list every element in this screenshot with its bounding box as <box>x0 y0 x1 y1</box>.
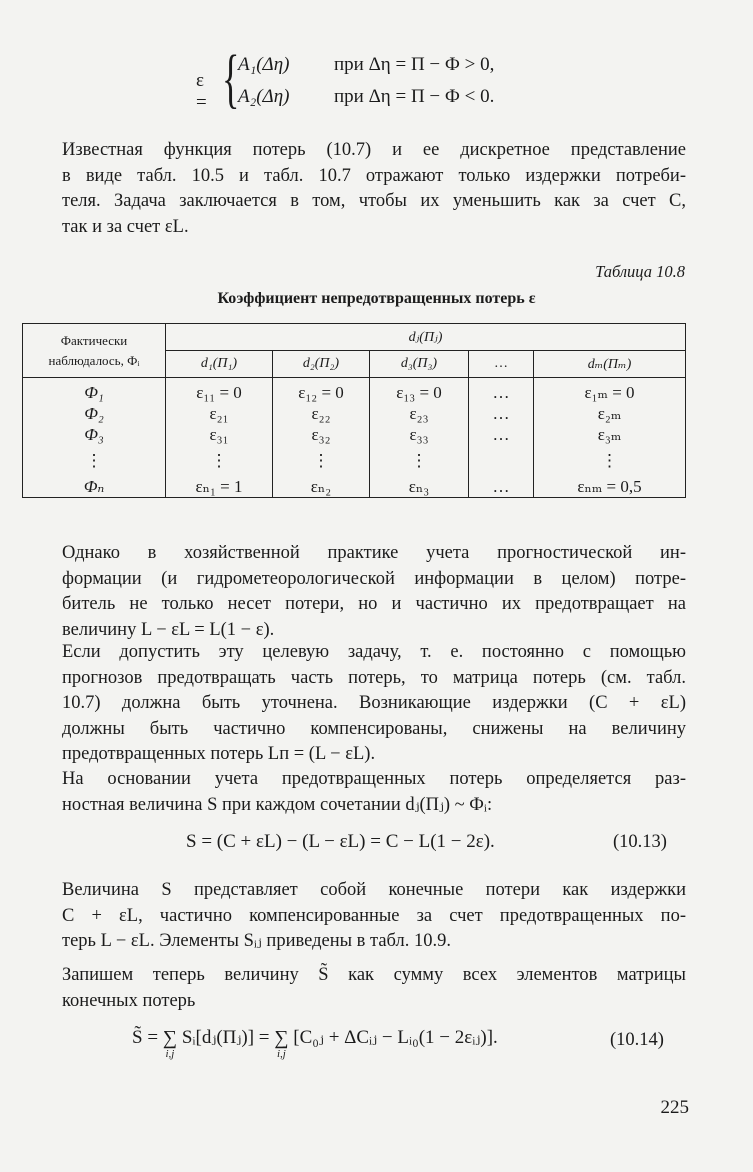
para2-line: формации (и гидрометеорологической информации в целом) потре- <box>62 568 686 589</box>
cell-value: … <box>492 425 510 445</box>
formula-row2-cond: при Δη = П − Ф < 0. <box>334 86 495 107</box>
cell-value: ε₂ₘ <box>597 404 622 424</box>
para1-line: в виде табл. 10.5 и табл. 10.7 отражают только издержки потреби- <box>62 165 686 186</box>
formula-lhs: ε = <box>196 70 207 113</box>
paragraph-4 <box>62 767 686 818</box>
para3-line: предотвращенных потерь Lп = (L − εL). <box>62 744 376 765</box>
para2-line: Однако в хозяйственной практике учета прогностической ин- <box>62 543 686 563</box>
left-brace: { <box>222 42 240 115</box>
para3-line: должны быть частично компенсированы, снижены на величину <box>62 718 686 739</box>
eq1014-term1: Sᵢ[dⱼ(Пⱼ)] = <box>181 1027 270 1048</box>
cell-value: ε₃ₘ <box>597 425 622 445</box>
cell-value: ⋮ <box>312 450 330 470</box>
para6-line: конечных потерь <box>62 990 196 1011</box>
sum-symbol: ∑ <box>274 1027 289 1049</box>
cell-value: ε₃₁ <box>209 425 229 445</box>
cell-value: ε₁₁ = 0 <box>196 383 242 402</box>
formula-row1-cond: при Δη = П − Ф > 0, <box>334 54 495 75</box>
group-header: dⱼ(Пⱼ) <box>166 324 686 351</box>
cell-value: ε₃₃ <box>409 425 429 445</box>
formula-row-1 <box>238 54 494 76</box>
sum-block <box>274 1027 289 1062</box>
row-label: Ф₂ <box>84 404 104 424</box>
para5-line: Величина S представляет собой конечные потери как издержки <box>62 880 686 900</box>
cell-value: ε₂₃ <box>409 404 429 424</box>
row-header-cell <box>23 324 166 378</box>
column-header: dₘ(Пₘ) <box>534 351 686 378</box>
row-label: Фₙ <box>83 476 105 496</box>
equation-number: (10.13) <box>613 832 667 852</box>
formula-row2-fn: A₂(Δη) <box>238 86 290 107</box>
para1-line: теля. Задача заключается в том, чтобы их уменьшить как за счет C, <box>62 191 686 212</box>
sum-symbol: ∑ <box>162 1027 178 1049</box>
para3-line: Если допустить эту целевую задачу, т. е. постоянно с помощью <box>62 642 686 662</box>
paragraph-3 <box>62 640 686 768</box>
para1-line: Известная функция потерь (10.7) и ее дискретное представление <box>62 140 686 160</box>
para2-line: величину L − εL = L(1 − ε). <box>62 619 275 640</box>
para5-line: C + εL, частично компенсированные за счет предотвращенных по- <box>62 905 686 926</box>
cell-value: ⋮ <box>410 450 428 470</box>
eq1014-lhs: S̃ = <box>132 1027 159 1048</box>
cell-value: ε₃₂ <box>311 425 331 445</box>
cell-value: ⋮ <box>210 450 228 470</box>
sum-index: i,j <box>276 1048 286 1060</box>
loss-coefficient-table <box>22 323 686 498</box>
row-header-label: Фактически наблюдалось, Фᵢ <box>48 332 140 368</box>
cell-value: ε₂₂ <box>311 404 331 424</box>
cell-value: … <box>492 383 510 402</box>
para6-line: Запишем теперь величину S̃ как сумму всех элементов матрицы <box>62 965 686 985</box>
page-number: 225 <box>660 1097 689 1118</box>
column-header: d₃(П₃) <box>370 351 469 378</box>
row-labels-cell <box>23 378 166 498</box>
cell-value: ε₁₃ = 0 <box>396 383 442 402</box>
paragraph-1 <box>62 138 686 240</box>
equation-10-13: S = (C + εL) − (L − εL) = C − L(1 − 2ε). <box>186 831 495 852</box>
paragraph-6 <box>62 963 686 1014</box>
para5-line: терь L − εL. Элементы Sᵢⱼ приведены в табл. 10.9. <box>62 931 451 952</box>
cell-value: … <box>492 476 510 496</box>
para3-line: прогнозов предотвращать часть потерь, то матрица потерь (см. табл. <box>62 667 686 688</box>
sum-index: i,j <box>165 1048 175 1060</box>
equation-10-14 <box>132 1026 498 1062</box>
formula-row-2 <box>238 86 494 108</box>
col3-cell <box>370 378 469 498</box>
column-header: d₂(П₂) <box>273 351 370 378</box>
col2-cell <box>273 378 370 498</box>
equation-number: (10.14) <box>610 1030 664 1050</box>
cell-value: ε₂₁ <box>209 404 229 424</box>
column-header: d₁(П₁) <box>166 351 273 378</box>
cell-value: εₙ₃ <box>408 476 430 496</box>
cell-value: εₙₘ = 0,5 <box>577 476 642 496</box>
cell-value: εₙ₂ <box>310 476 332 496</box>
cell-value: εₙ₁ = 1 <box>195 476 243 496</box>
col5-cell <box>534 378 686 498</box>
cell-value: ⋮ <box>601 450 618 470</box>
paragraph-5 <box>62 878 686 955</box>
column-header: … <box>469 351 534 378</box>
table-title: Коэффициент непредотвращенных потерь ε <box>217 290 536 307</box>
formula-row1-fn: A₁(Δη) <box>238 54 290 75</box>
paragraph-2 <box>62 541 686 643</box>
para2-line: битель не только несет потери, но и частично их предотвращает на <box>62 594 686 615</box>
eq1014-term2: [C₀ⱼ + ΔCᵢⱼ − Lᵢ₀(1 − 2εᵢⱼ)]. <box>293 1027 498 1048</box>
col4-cell <box>469 378 534 498</box>
cell-value: … <box>492 404 510 424</box>
row-label: ⋮ <box>85 450 103 470</box>
row-label: Ф₁ <box>84 383 104 402</box>
para1-line: так и за счет εL. <box>62 216 189 237</box>
cell-value <box>469 446 533 476</box>
para3-line: 10.7) должна быть уточнена. Возникающие издержки (C + εL) <box>62 693 686 714</box>
row-label: Ф₃ <box>84 425 104 445</box>
cell-value: ε₁₂ = 0 <box>298 383 344 402</box>
para4-line: На основании учета предотвращенных потерь определяется раз- <box>62 769 686 789</box>
sum-block <box>162 1027 178 1062</box>
table-number: Таблица 10.8 <box>595 262 685 281</box>
para4-line: ностная величина S при каждом сочетании dⱼ(Пⱼ) ~ Фᵢ: <box>62 794 493 815</box>
cell-value: ε₁ₘ = 0 <box>584 383 635 402</box>
col1-cell <box>166 378 273 498</box>
